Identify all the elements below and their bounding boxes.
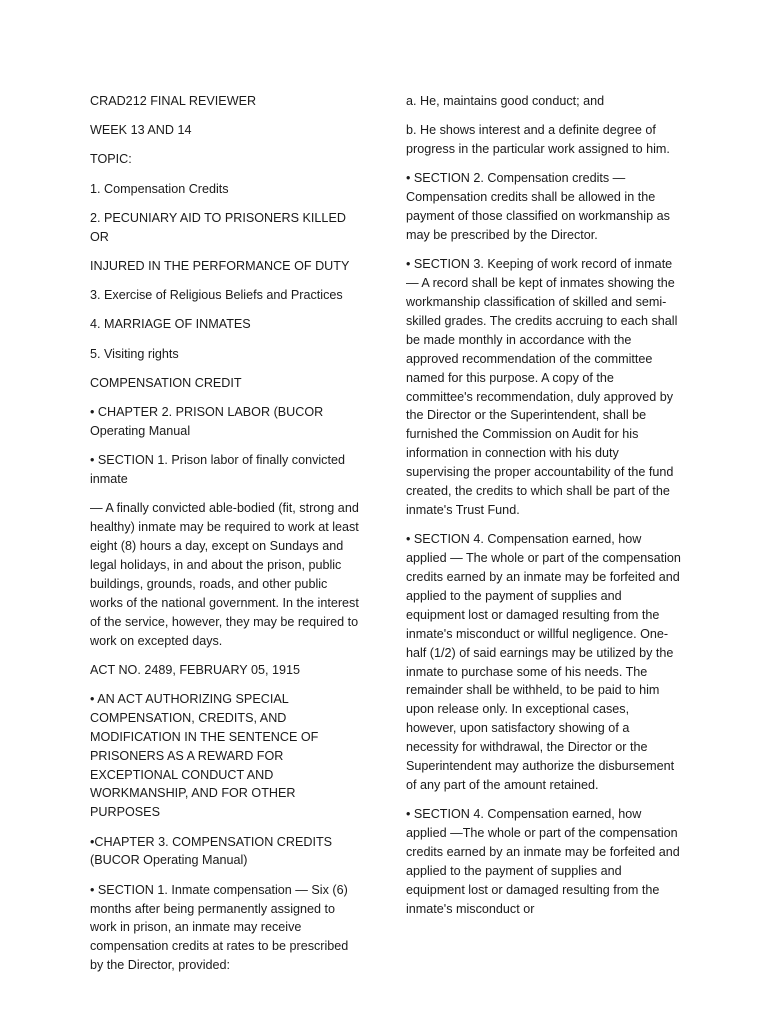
paragraph: • SECTION 4. Compensation earned, how applied — The whole or part of the compensation credits earned by an inmate may be forfeited and applied to the payment of supplies and equipment lost or damaged resulting from the inmate's misconduct or willful negligence. One- half (1/2) of said earnings may be utilized by the inmate to purchase some of his needs. The remainder shall be withheld, to be paid to him upon release only. In exceptional cases, however, upon satisfactory showing of a necessity for withdrawal, the Director or the Superintendent may authorize the disbursement of any part of the amount retained.	[406, 532, 681, 792]
paragraph: • SECTION 1. Inmate compensation — Six (6) months after being permanently assigned to work in prison, an inmate may receive compensation credits at rates to be prescribed by the Director, provided:	[90, 882, 349, 973]
topic-item-continuation: INJURED IN THE PERFORMANCE OF DUTY	[90, 258, 350, 273]
paragraph: b. He shows interest and a definite degree of progress in the particular work assigned to him.	[406, 123, 670, 157]
paragraph: ACT NO. 2489, FEBRUARY 05, 1915	[90, 662, 301, 677]
paragraph: • SECTION 1. Prison labor of finally convicted inmate	[90, 453, 345, 486]
paragraph: • SECTION 4. Compensation earned, how applied —The whole or part of the compensation credits earned by an inmate may be forfeited and applied to the payment of supplies and equipment lost or damaged resulting from the inmate's misconduct or	[406, 807, 680, 916]
right-column	[406, 92, 682, 929]
section-heading: COMPENSATION CREDIT	[90, 375, 242, 390]
topic-item: 5. Visiting rights	[90, 346, 179, 361]
topic-item: 1. Compensation Credits	[90, 181, 229, 196]
topic-item: 3. Exercise of Religious Beliefs and Practices	[90, 288, 343, 303]
left-column	[90, 92, 362, 985]
paragraph: • SECTION 2. Compensation credits — Compensation credits shall be allowed in the payment of those classified on workmanship as may be prescribed by the Director.	[406, 171, 670, 243]
topic-item: 4. MARRIAGE OF INMATES	[90, 317, 251, 332]
paragraph: • CHAPTER 2. PRISON LABOR (BUCOR Operating Manual	[90, 404, 324, 438]
paragraph: a. He, maintains good conduct; and	[406, 94, 605, 108]
paragraph: •CHAPTER 3. COMPENSATION CREDITS (BUCOR Operating Manual)	[90, 834, 333, 868]
doc-week: WEEK 13 AND 14	[90, 123, 192, 138]
paragraph: • AN ACT AUTHORIZING SPECIAL COMPENSATION, CREDITS, AND MODIFICATION IN THE SENTENCE OF PRISONERS AS A REWARD FOR EXCEPTIONAL CONDUCT AND WORKMANSHIP, AND FOR OTHER PURPOSES	[90, 691, 319, 820]
paragraph: — A finally convicted able-bodied (fit, strong and healthy) inmate may be required to work at least eight (8) hours a day, except on Sundays and legal holidays, in and about the prison, public buildings, grounds, roads, and other public works of the national government. In the interest of the service, however, they may be required to work on excepted days.	[90, 501, 359, 648]
topic-item: 2. PECUNIARY AID TO PRISONERS KILLED OR	[90, 210, 346, 244]
topic-heading: TOPIC:	[90, 152, 132, 167]
doc-title: CRAD212 FINAL REVIEWER	[90, 94, 257, 108]
paragraph: • SECTION 3. Keeping of work record of inmate — A record shall be kept of inmates showing the workmanship classification of skilled and semi-skilled grades. The credits accruing to each shall be made monthly in accordance with the approved recommendation of the committee named for this purpose. A copy of the committee's recommendation, duly approved by the Director or the Superintendent, shall be furnished the Commission on Audit for his information in connection with his duty supervising the proper accountability of the fund created, the credits to which shall be part of the inmate's Trust Fund.	[406, 257, 678, 518]
